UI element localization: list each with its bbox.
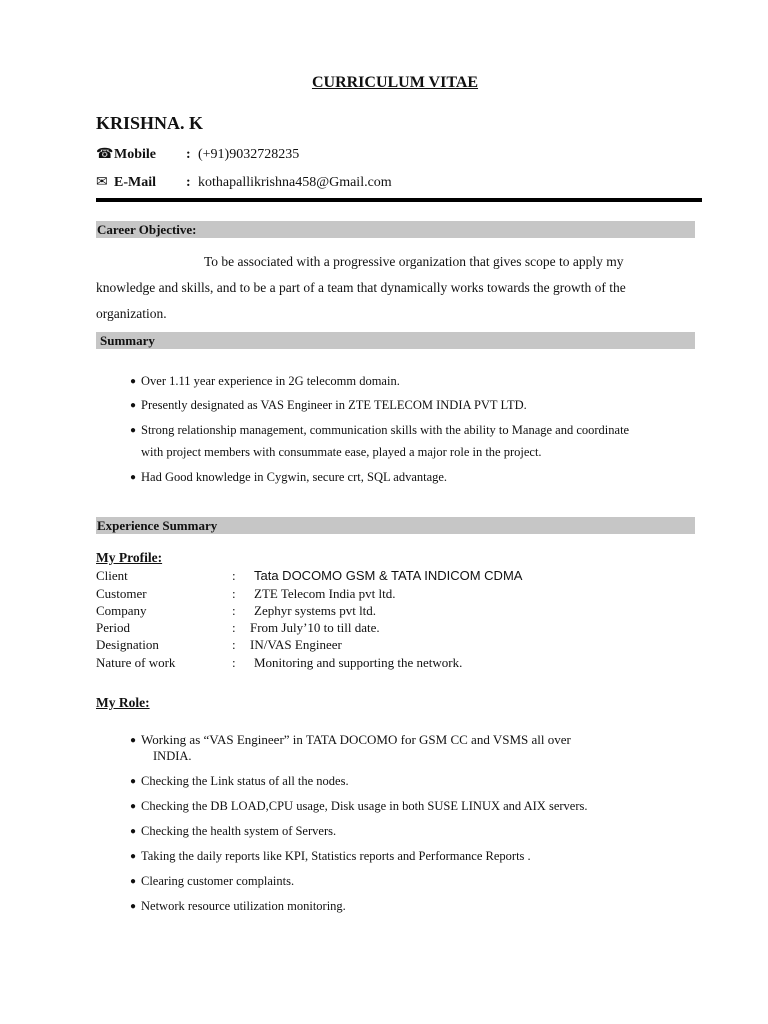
summary-item (130, 470, 447, 485)
bullet-icon: ● (130, 826, 137, 837)
summary-item-text: Strong relationship management, communication skills with the ability to Manage and coordinate (141, 423, 630, 437)
summary-item-continuation: with project members with consummate ease, played a major role in the project. (141, 445, 542, 459)
summary-heading-text: Summary (100, 333, 155, 348)
profile-key: Period (96, 620, 130, 635)
role-item-text: Clearing customer complaints. (141, 874, 295, 888)
envelope-icon: ✉ (96, 175, 108, 190)
email-value: kothapallikrishna458@Gmail.com (198, 175, 392, 190)
summary-item-text: Presently designated as VAS Engineer in ZTE TELECOM INDIA PVT LTD. (141, 398, 527, 412)
profile-value: IN/VAS Engineer (250, 637, 342, 652)
profile-colon: : (232, 655, 236, 670)
bullet-icon: ● (130, 876, 137, 887)
email-row (96, 174, 392, 191)
profile-value: From July’10 to till date. (250, 620, 380, 635)
experience-summary-heading (96, 517, 695, 534)
profile-key: Nature of work (96, 655, 176, 670)
role-item (130, 874, 294, 889)
role-item-text: Checking the DB LOAD,CPU usage, Disk usage in both SUSE LINUX and AIX servers. (141, 799, 588, 813)
profile-value: Zephyr systems pvt ltd. (254, 603, 377, 618)
bullet-icon: ● (130, 400, 137, 411)
profile-colon: : (232, 586, 236, 601)
my-profile-heading: My Profile: (96, 550, 163, 565)
header-divider (96, 198, 702, 202)
profile-key: Designation (96, 637, 159, 652)
role-item-text: Checking the health system of Servers. (141, 824, 337, 838)
profile-key: Client (96, 568, 128, 583)
phone-icon: ☎ (96, 147, 114, 162)
profile-value: Monitoring and supporting the network. (254, 655, 463, 670)
profile-colon: : (232, 637, 236, 652)
mobile-colon: : (186, 147, 191, 162)
profile-row (96, 586, 395, 602)
profile-key: Customer (96, 586, 147, 601)
role-item (130, 774, 349, 789)
bullet-icon: ● (130, 801, 137, 812)
my-role-heading: My Role: (96, 695, 150, 710)
experience-summary-heading-text: Experience Summary (97, 518, 218, 533)
email-label: E-Mail (114, 175, 156, 190)
mobile-row (96, 146, 299, 163)
profile-row (96, 620, 380, 636)
profile-key: Company (96, 603, 147, 618)
profile-colon: : (232, 568, 236, 583)
profile-colon: : (232, 603, 236, 618)
role-item-text: Checking the Link status of all the nodes. (141, 774, 349, 788)
career-objective-heading (96, 221, 695, 238)
bullet-icon: ● (130, 776, 137, 787)
document-title: CURRICULUM VITAE (311, 74, 479, 91)
role-item (130, 899, 346, 914)
profile-row (96, 655, 462, 671)
email-colon: : (186, 175, 191, 190)
summary-item-text: Had Good knowledge in Cygwin, secure crt, SQL advantage. (141, 470, 448, 484)
role-item (130, 849, 531, 864)
summary-item (130, 398, 527, 413)
bullet-icon: ● (130, 472, 137, 483)
bullet-icon: ● (130, 901, 137, 912)
bullet-icon: ● (130, 376, 137, 387)
role-item (130, 732, 571, 748)
summary-item (130, 423, 629, 438)
role-item-text: Network resource utilization monitoring. (141, 899, 346, 913)
mobile-value: (+91)9032728235 (198, 147, 300, 162)
profile-row (96, 568, 522, 584)
objective-line-2: knowledge and skills, and to be a part of a team that dynamically works towards the growth of the (96, 280, 626, 295)
role-item (130, 824, 336, 839)
profile-row (96, 637, 342, 653)
role-item-text: Working as “VAS Engineer” in TATA DOCOMO for GSM CC and VSMS all over (141, 732, 571, 747)
role-item (130, 799, 587, 814)
profile-colon: : (232, 620, 236, 635)
objective-line-1: To be associated with a progressive organization that gives scope to apply my (204, 254, 624, 269)
role-item-continuation: INDIA. (153, 749, 192, 763)
bullet-icon: ● (130, 735, 137, 746)
candidate-name: KRISHNA. K (96, 113, 204, 133)
profile-value: ZTE Telecom India pvt ltd. (254, 586, 396, 601)
summary-item (130, 374, 400, 389)
bullet-icon: ● (130, 851, 137, 862)
summary-heading (96, 332, 695, 349)
role-item-text: Taking the daily reports like KPI, Statistics reports and Performance Reports . (141, 849, 531, 863)
profile-row (96, 603, 376, 619)
bullet-icon: ● (130, 425, 137, 436)
summary-item-text: Over 1.11 year experience in 2G telecomm domain. (141, 374, 400, 388)
profile-value: Tata DOCOMO GSM & TATA INDICOM CDMA (254, 568, 523, 583)
mobile-label: Mobile (114, 147, 156, 162)
career-objective-heading-text: Career Objective: (97, 222, 197, 237)
objective-line-3: organization. (96, 306, 167, 321)
